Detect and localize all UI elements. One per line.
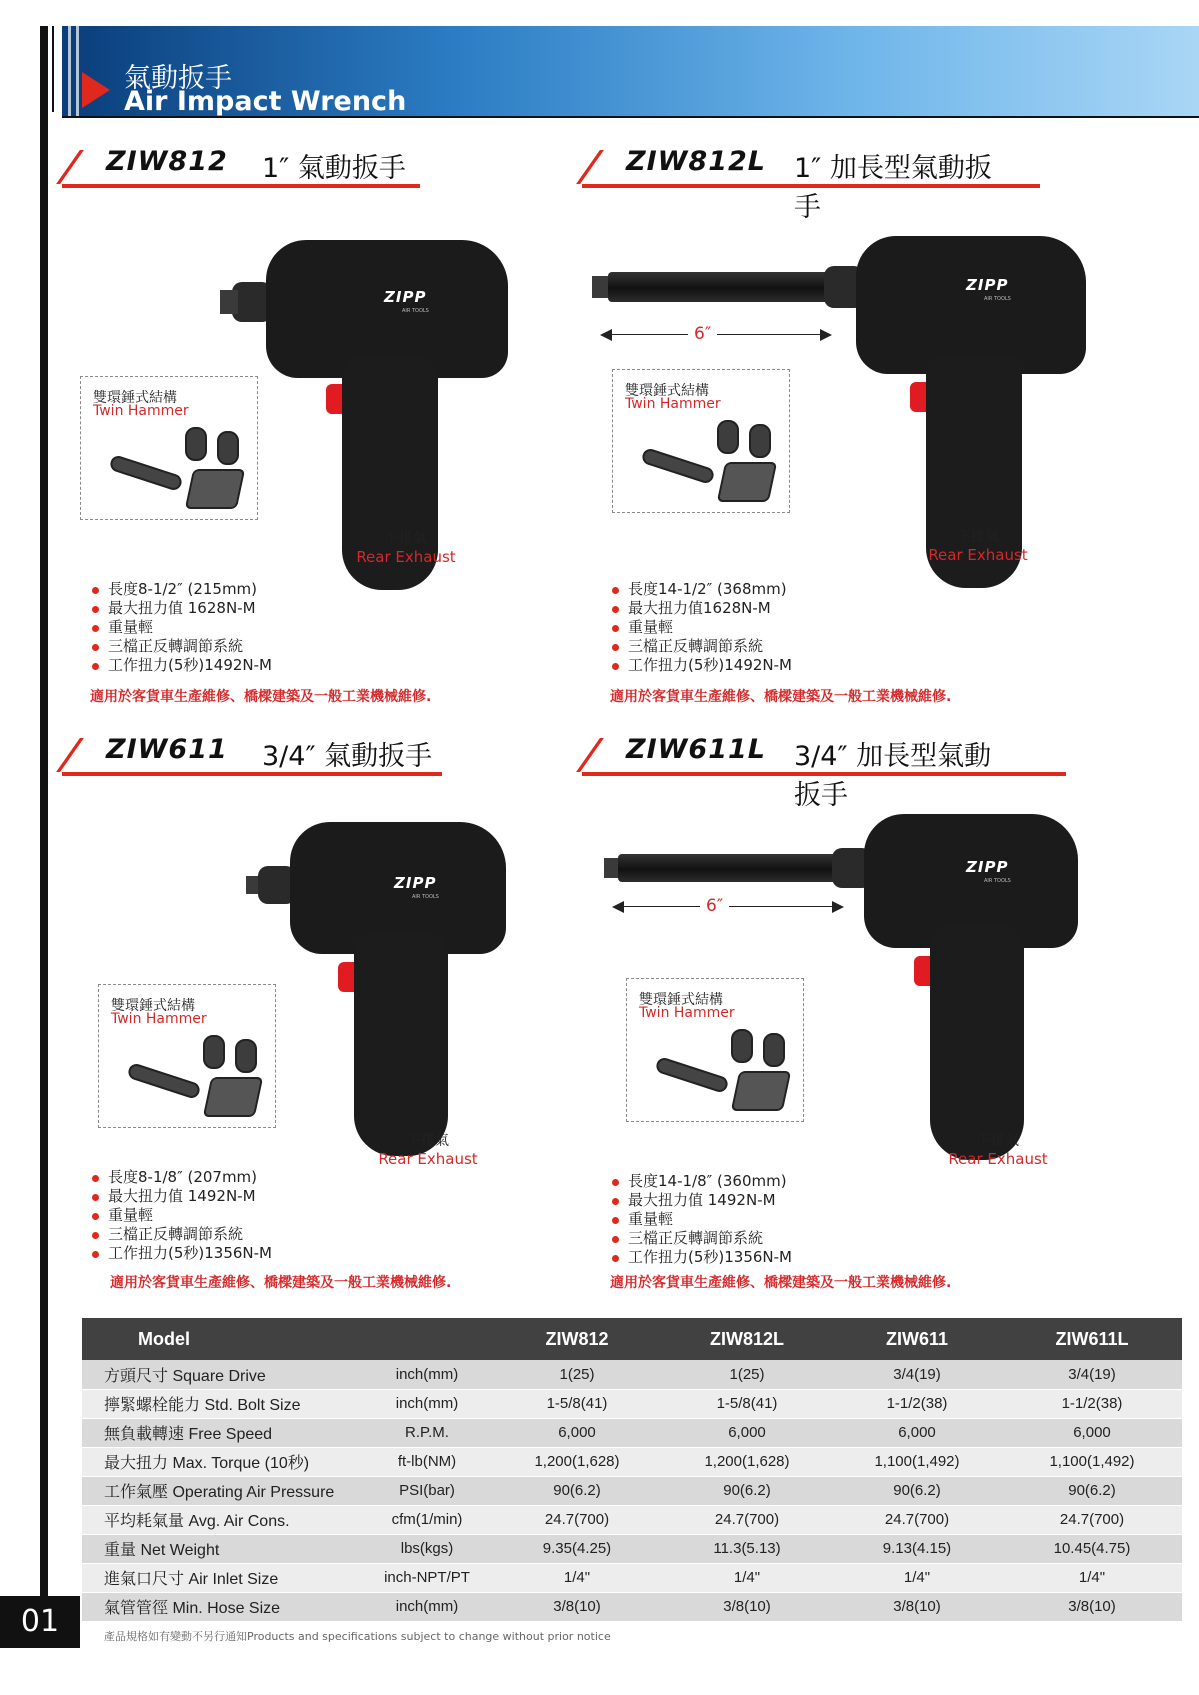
tool-anvil	[220, 290, 238, 314]
hammer-ring-icon	[749, 424, 771, 458]
cell: 90(6.2)	[492, 1476, 662, 1505]
header-stripe	[76, 26, 79, 116]
product-title	[62, 726, 482, 776]
hammer-cage-icon	[203, 1077, 264, 1117]
cell: 3/8(10)	[832, 1592, 1002, 1621]
usage-note: 適用於客貨車生產維修、橋樑建築及一般工業機械維修.	[90, 689, 432, 705]
hammer-cage-icon	[185, 469, 246, 509]
table-row	[82, 1563, 1182, 1592]
product-ziw812	[62, 138, 622, 728]
cell: 90(6.2)	[1002, 1476, 1182, 1505]
product-title	[62, 138, 482, 188]
header-ziw812: ZIW812	[492, 1318, 662, 1360]
rear-exhaust-label	[918, 526, 1038, 564]
row-unit: inch(mm)	[362, 1389, 492, 1418]
cell: 1-1/2(38)	[832, 1389, 1002, 1418]
hammer-ring-icon	[203, 1035, 225, 1069]
product-ziw611	[62, 726, 622, 1316]
row-unit: PSI(bar)	[362, 1476, 492, 1505]
tool-sublogo: AIR TOOLS	[412, 894, 439, 900]
tool-sublogo: AIR TOOLS	[984, 878, 1011, 884]
arrow-left-icon	[600, 329, 612, 341]
cell: 24.7(700)	[1002, 1505, 1182, 1534]
feature-item: 工作扭力(5秒)1356N-M	[612, 1248, 792, 1267]
exhaust-zh: 下排氣	[385, 531, 427, 547]
extension-length-label: 6″	[700, 896, 729, 916]
cell: 90(6.2)	[662, 1476, 832, 1505]
product-model: ZIW611	[106, 734, 228, 765]
twin-hammer-en: Twin Hammer	[93, 403, 189, 419]
table-row	[82, 1592, 1182, 1621]
cell: 1-5/8(41)	[662, 1389, 832, 1418]
cell: 90(6.2)	[832, 1476, 1002, 1505]
header-model: Model	[82, 1318, 362, 1360]
hammer-ring-icon	[717, 420, 739, 454]
header-unit	[362, 1318, 492, 1360]
hammer-ring-icon	[731, 1029, 753, 1063]
cell: 1/4"	[832, 1563, 1002, 1592]
row-label: 重量 Net Weight	[82, 1534, 362, 1563]
header-ziw611l: ZIW611L	[1002, 1318, 1182, 1360]
hammer-ring-icon	[763, 1033, 785, 1067]
feature-item: 最大扭力值 1492N-M	[92, 1187, 272, 1206]
cell: 1/4"	[1002, 1563, 1182, 1592]
cell: 24.7(700)	[832, 1505, 1002, 1534]
row-unit: inch(mm)	[362, 1592, 492, 1621]
tool-grip	[354, 932, 448, 1156]
row-unit: inch-NPT/PT	[362, 1563, 492, 1592]
hammer-shaft-icon	[654, 1056, 729, 1094]
header-title-en: Air Impact Wrench	[124, 86, 407, 117]
feature-item: 長度8-1/2″ (215mm)	[92, 580, 272, 599]
cell: 1/4"	[492, 1563, 662, 1592]
rear-exhaust-label	[368, 1130, 488, 1168]
feature-item: 長度14-1/2″ (368mm)	[612, 580, 792, 599]
cell: 10.45(4.75)	[1002, 1534, 1182, 1563]
row-label: 工作氣壓 Operating Air Pressure	[82, 1476, 362, 1505]
extension-dimension	[600, 326, 832, 344]
cell: 1,200(1,628)	[492, 1447, 662, 1476]
row-label: 方頭尺寸 Square Drive	[82, 1360, 362, 1389]
table-row	[82, 1505, 1182, 1534]
cell: 1,100(1,492)	[832, 1447, 1002, 1476]
twin-hammer-en: Twin Hammer	[111, 1011, 207, 1027]
table-row	[82, 1389, 1182, 1418]
cell: 1(25)	[662, 1360, 832, 1389]
tool-extension	[608, 272, 836, 302]
row-unit: inch(mm)	[362, 1360, 492, 1389]
cell: 6,000	[492, 1418, 662, 1447]
feature-list	[92, 580, 272, 675]
usage-note: 適用於客貨車生產維修、橋樑建築及一般工業機械維修.	[110, 1275, 452, 1291]
row-label: 平均耗氣量 Avg. Air Cons.	[82, 1505, 362, 1534]
tool-sublogo: AIR TOOLS	[984, 296, 1011, 302]
title-underline	[62, 184, 420, 188]
twin-hammer-zh: 雙環錘式結構	[111, 998, 195, 1014]
product-name: 1″ 加長型氣動扳手	[794, 153, 992, 223]
feature-item: 重量輕	[612, 618, 792, 637]
exhaust-zh: 下排氣	[957, 529, 999, 545]
title-slash-icon	[56, 738, 84, 772]
tool-logo: ZIPP	[394, 874, 437, 892]
row-label: 進氣口尺寸 Air Inlet Size	[82, 1563, 362, 1592]
arrow-left-icon	[612, 901, 624, 913]
cell: 1-1/2(38)	[1002, 1389, 1182, 1418]
product-model: ZIW611L	[626, 734, 766, 765]
tool-sublogo: AIR TOOLS	[402, 308, 429, 314]
feature-item: 重量輕	[92, 618, 272, 637]
row-label: 最大扭力 Max. Torque (10秒)	[82, 1447, 362, 1476]
footnote: 產品規格如有變動不另行通知Products and specifications subject to change without prior notice	[104, 1630, 611, 1643]
usage-note: 適用於客貨車生產維修、橋樑建築及一般工業機械維修.	[610, 689, 952, 705]
product-name: 1″ 氣動扳手	[262, 153, 406, 184]
twin-hammer-zh: 雙環錘式結構	[625, 383, 709, 399]
tool-logo: ZIPP	[966, 858, 1009, 876]
table-row	[82, 1534, 1182, 1563]
twin-hammer-en: Twin Hammer	[639, 1005, 735, 1021]
title-underline	[582, 184, 1040, 188]
usage-note: 適用於客貨車生產維修、橋樑建築及一般工業機械維修.	[610, 1275, 952, 1291]
feature-list	[612, 1172, 792, 1267]
hammer-ring-icon	[235, 1039, 257, 1073]
feature-item: 三檔正反轉調節系統	[92, 1225, 272, 1244]
title-slash-icon	[56, 150, 84, 184]
twin-hammer-box	[612, 369, 790, 513]
hammer-cage-icon	[731, 1071, 792, 1111]
title-underline	[582, 772, 1066, 776]
twin-hammer-box	[98, 984, 276, 1128]
cell: 1/4"	[662, 1563, 832, 1592]
page-number: 01	[0, 1596, 80, 1648]
exhaust-en: Rear Exhaust	[378, 1150, 478, 1168]
cell: 1,200(1,628)	[662, 1447, 832, 1476]
tool-extension	[618, 854, 844, 882]
cell: 9.13(4.15)	[832, 1534, 1002, 1563]
feature-item: 工作扭力(5秒)1356N-M	[92, 1244, 272, 1263]
cell: 3/4(19)	[1002, 1360, 1182, 1389]
tool-logo: ZIPP	[384, 288, 427, 306]
cell: 11.3(5.13)	[662, 1534, 832, 1563]
product-model: ZIW812L	[626, 146, 766, 177]
cell: 6,000	[662, 1418, 832, 1447]
feature-list	[612, 580, 792, 675]
row-label: 氣管管徑 Min. Hose Size	[82, 1592, 362, 1621]
header-title-zh: 氣動扳手	[124, 63, 232, 94]
product-title	[582, 726, 1002, 811]
cell: 1(25)	[492, 1360, 662, 1389]
arrow-right-icon	[832, 901, 844, 913]
feature-item: 三檔正反轉調節系統	[612, 637, 792, 656]
exhaust-zh: 下排氣	[407, 1133, 449, 1149]
header-stripe	[68, 26, 71, 116]
cell: 3/8(10)	[1002, 1592, 1182, 1621]
feature-item: 最大扭力值 1492N-M	[612, 1191, 792, 1210]
row-label: 擰緊螺栓能力 Std. Bolt Size	[82, 1389, 362, 1418]
row-unit: ft-lb(NM)	[362, 1447, 492, 1476]
cell: 3/4(19)	[832, 1360, 1002, 1389]
table-row	[82, 1418, 1182, 1447]
extension-dimension	[612, 898, 844, 916]
feature-item: 工作扭力(5秒)1492N-M	[92, 656, 272, 675]
feature-item: 最大扭力值1628N-M	[612, 599, 792, 618]
twin-hammer-box	[626, 978, 804, 1122]
feature-item: 長度14-1/8″ (360mm)	[612, 1172, 792, 1191]
cell: 1,100(1,492)	[1002, 1447, 1182, 1476]
hammer-shaft-icon	[640, 447, 715, 485]
rear-exhaust-label	[938, 1130, 1058, 1168]
rear-exhaust-label	[346, 528, 466, 566]
tool-logo: ZIPP	[966, 276, 1009, 294]
header-ziw611: ZIW611	[832, 1318, 1002, 1360]
twin-hammer-zh: 雙環錘式結構	[93, 390, 177, 406]
left-thin-bar	[52, 26, 54, 112]
tool-grip	[930, 926, 1024, 1160]
hammer-shaft-icon	[108, 454, 183, 492]
table-row	[82, 1476, 1182, 1505]
feature-item: 長度8-1/8″ (207mm)	[92, 1168, 272, 1187]
cell: 1-5/8(41)	[492, 1389, 662, 1418]
feature-item: 工作扭力(5秒)1492N-M	[612, 656, 792, 675]
product-title	[582, 138, 1002, 223]
feature-list	[92, 1168, 272, 1263]
row-unit: R.P.M.	[362, 1418, 492, 1447]
spec-table	[82, 1318, 1182, 1622]
exhaust-en: Rear Exhaust	[948, 1150, 1048, 1168]
feature-item: 三檔正反轉調節系統	[92, 637, 272, 656]
cell: 24.7(700)	[662, 1505, 832, 1534]
cell: 6,000	[832, 1418, 1002, 1447]
cell: 3/8(10)	[492, 1592, 662, 1621]
hammer-shaft-icon	[126, 1062, 201, 1100]
cell: 9.35(4.25)	[492, 1534, 662, 1563]
feature-item: 最大扭力值 1628N-M	[92, 599, 272, 618]
hammer-cage-icon	[717, 462, 778, 502]
product-model: ZIW812	[106, 146, 228, 177]
exhaust-en: Rear Exhaust	[356, 548, 456, 566]
impact-wrench-image	[232, 236, 552, 656]
hammer-ring-icon	[185, 427, 207, 461]
left-vertical-bar	[40, 26, 48, 1626]
twin-hammer-en: Twin Hammer	[625, 396, 721, 412]
twin-hammer-box	[80, 376, 258, 520]
twin-hammer-zh: 雙環錘式結構	[639, 992, 723, 1008]
exhaust-zh: 下排氣	[977, 1133, 1019, 1149]
cell: 6,000	[1002, 1418, 1182, 1447]
exhaust-en: Rear Exhaust	[928, 546, 1028, 564]
extension-length-label: 6″	[688, 324, 717, 344]
cell: 3/8(10)	[662, 1592, 832, 1621]
row-unit: lbs(kgs)	[362, 1534, 492, 1563]
hammer-ring-icon	[217, 431, 239, 465]
cell: 24.7(700)	[492, 1505, 662, 1534]
row-label: 無負載轉速 Free Speed	[82, 1418, 362, 1447]
feature-item: 重量輕	[92, 1206, 272, 1225]
feature-item: 三檔正反轉調節系統	[612, 1229, 792, 1248]
table-row	[82, 1447, 1182, 1476]
feature-item: 重量輕	[612, 1210, 792, 1229]
spec-header-row	[82, 1318, 1182, 1360]
product-ziw812l	[582, 138, 1142, 728]
table-row	[82, 1360, 1182, 1389]
row-unit: cfm(1/min)	[362, 1505, 492, 1534]
header-ziw812l: ZIW812L	[662, 1318, 832, 1360]
product-name: 3/4″ 加長型氣動扳手	[794, 741, 992, 811]
product-name: 3/4″ 氣動扳手	[262, 741, 433, 772]
arrow-right-icon	[820, 329, 832, 341]
title-underline	[62, 772, 442, 776]
header-arrow-icon	[82, 72, 110, 108]
product-ziw611l	[582, 726, 1142, 1316]
